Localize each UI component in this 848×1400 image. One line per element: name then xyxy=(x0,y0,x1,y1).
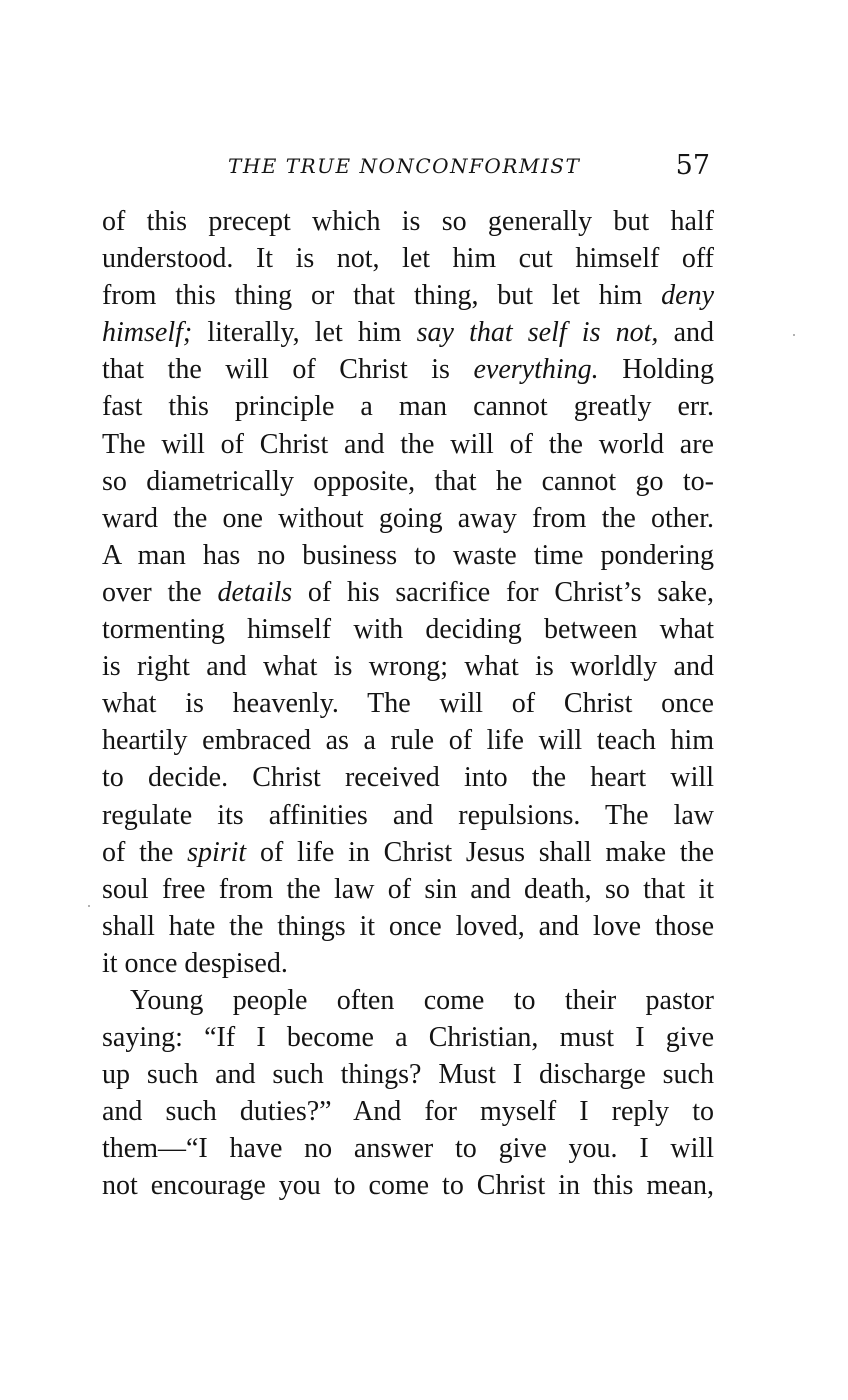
margin-speck xyxy=(88,905,90,907)
running-head xyxy=(102,150,714,190)
line-segment: and xyxy=(658,317,714,349)
text-line: tormenting himself with deciding between what xyxy=(102,614,714,646)
text-line: is right and what is wrong; what is worldly and xyxy=(102,651,714,683)
italic-emphasis: himself; xyxy=(102,317,193,349)
text-line xyxy=(102,351,714,388)
text-line: to decide. Christ received into the heart will xyxy=(102,762,714,794)
italic-emphasis: everything. xyxy=(473,354,599,386)
italic-emphasis: deny xyxy=(661,280,714,312)
text-line: A man has no business to waste time pondering xyxy=(102,539,714,571)
text-line xyxy=(102,277,714,314)
text-line: not encourage you to come to Christ in this mean, xyxy=(102,1170,714,1202)
text-line: them—“I have no answer to give you. I will xyxy=(102,1133,714,1165)
text-line: fast this principle a man cannot greatly err. xyxy=(102,391,714,423)
text-line: shall hate the things it once loved, and love those xyxy=(102,910,714,942)
line-segment: of his sacrifice for Christ’s sake, xyxy=(292,576,714,608)
page-number: 57 xyxy=(675,150,710,181)
italic-emphasis: spirit xyxy=(187,836,247,868)
text-line: heartily embraced as a rule of life will teach him xyxy=(102,725,714,757)
text-line: regulate its affinities and repulsions. The law xyxy=(102,799,714,831)
text-line: soul free from the law of sin and death, so that it xyxy=(102,873,714,905)
running-head-title: THE TRUE NONCONFORMIST xyxy=(228,154,581,178)
text-line: Young people often come to their pastor xyxy=(130,984,714,1016)
text-line: of this precept which is so generally but half xyxy=(102,206,714,237)
text-line: The will of Christ and the will of the world are xyxy=(102,428,714,460)
text-line: understood. It is not, let him cut himself off xyxy=(102,243,714,275)
line-segment: literally, let him xyxy=(192,317,417,349)
text-line: and such duties?” And for myself I reply to xyxy=(102,1096,714,1128)
margin-speck xyxy=(793,334,795,336)
line-segment: of the xyxy=(102,836,188,868)
line-segment: Holding xyxy=(598,354,714,386)
text-line xyxy=(102,314,714,351)
line-segment: from this thing or that thing, but let him xyxy=(102,280,662,312)
italic-emphasis: details xyxy=(217,576,293,608)
line-segment: of life in Christ Jesus shall make the xyxy=(246,836,715,868)
text-line: it once despised. xyxy=(102,947,288,979)
text-line: ward the one without going away from the other. xyxy=(102,502,714,534)
text-line: saying: “If I become a Christian, must I give xyxy=(102,1022,714,1054)
text-line: up such and such things? Must I discharge such xyxy=(102,1059,714,1091)
text-line xyxy=(102,834,714,871)
italic-emphasis: say that self is not, xyxy=(416,317,659,349)
body-text xyxy=(102,203,714,1205)
line-segment: over the xyxy=(102,576,218,608)
text-line: what is heavenly. The will of Christ once xyxy=(102,688,714,720)
text-line: so diametrically opposite, that he cannot go to- xyxy=(102,465,714,497)
text-line xyxy=(102,574,714,611)
line-segment: that the will of Christ is xyxy=(102,354,474,386)
